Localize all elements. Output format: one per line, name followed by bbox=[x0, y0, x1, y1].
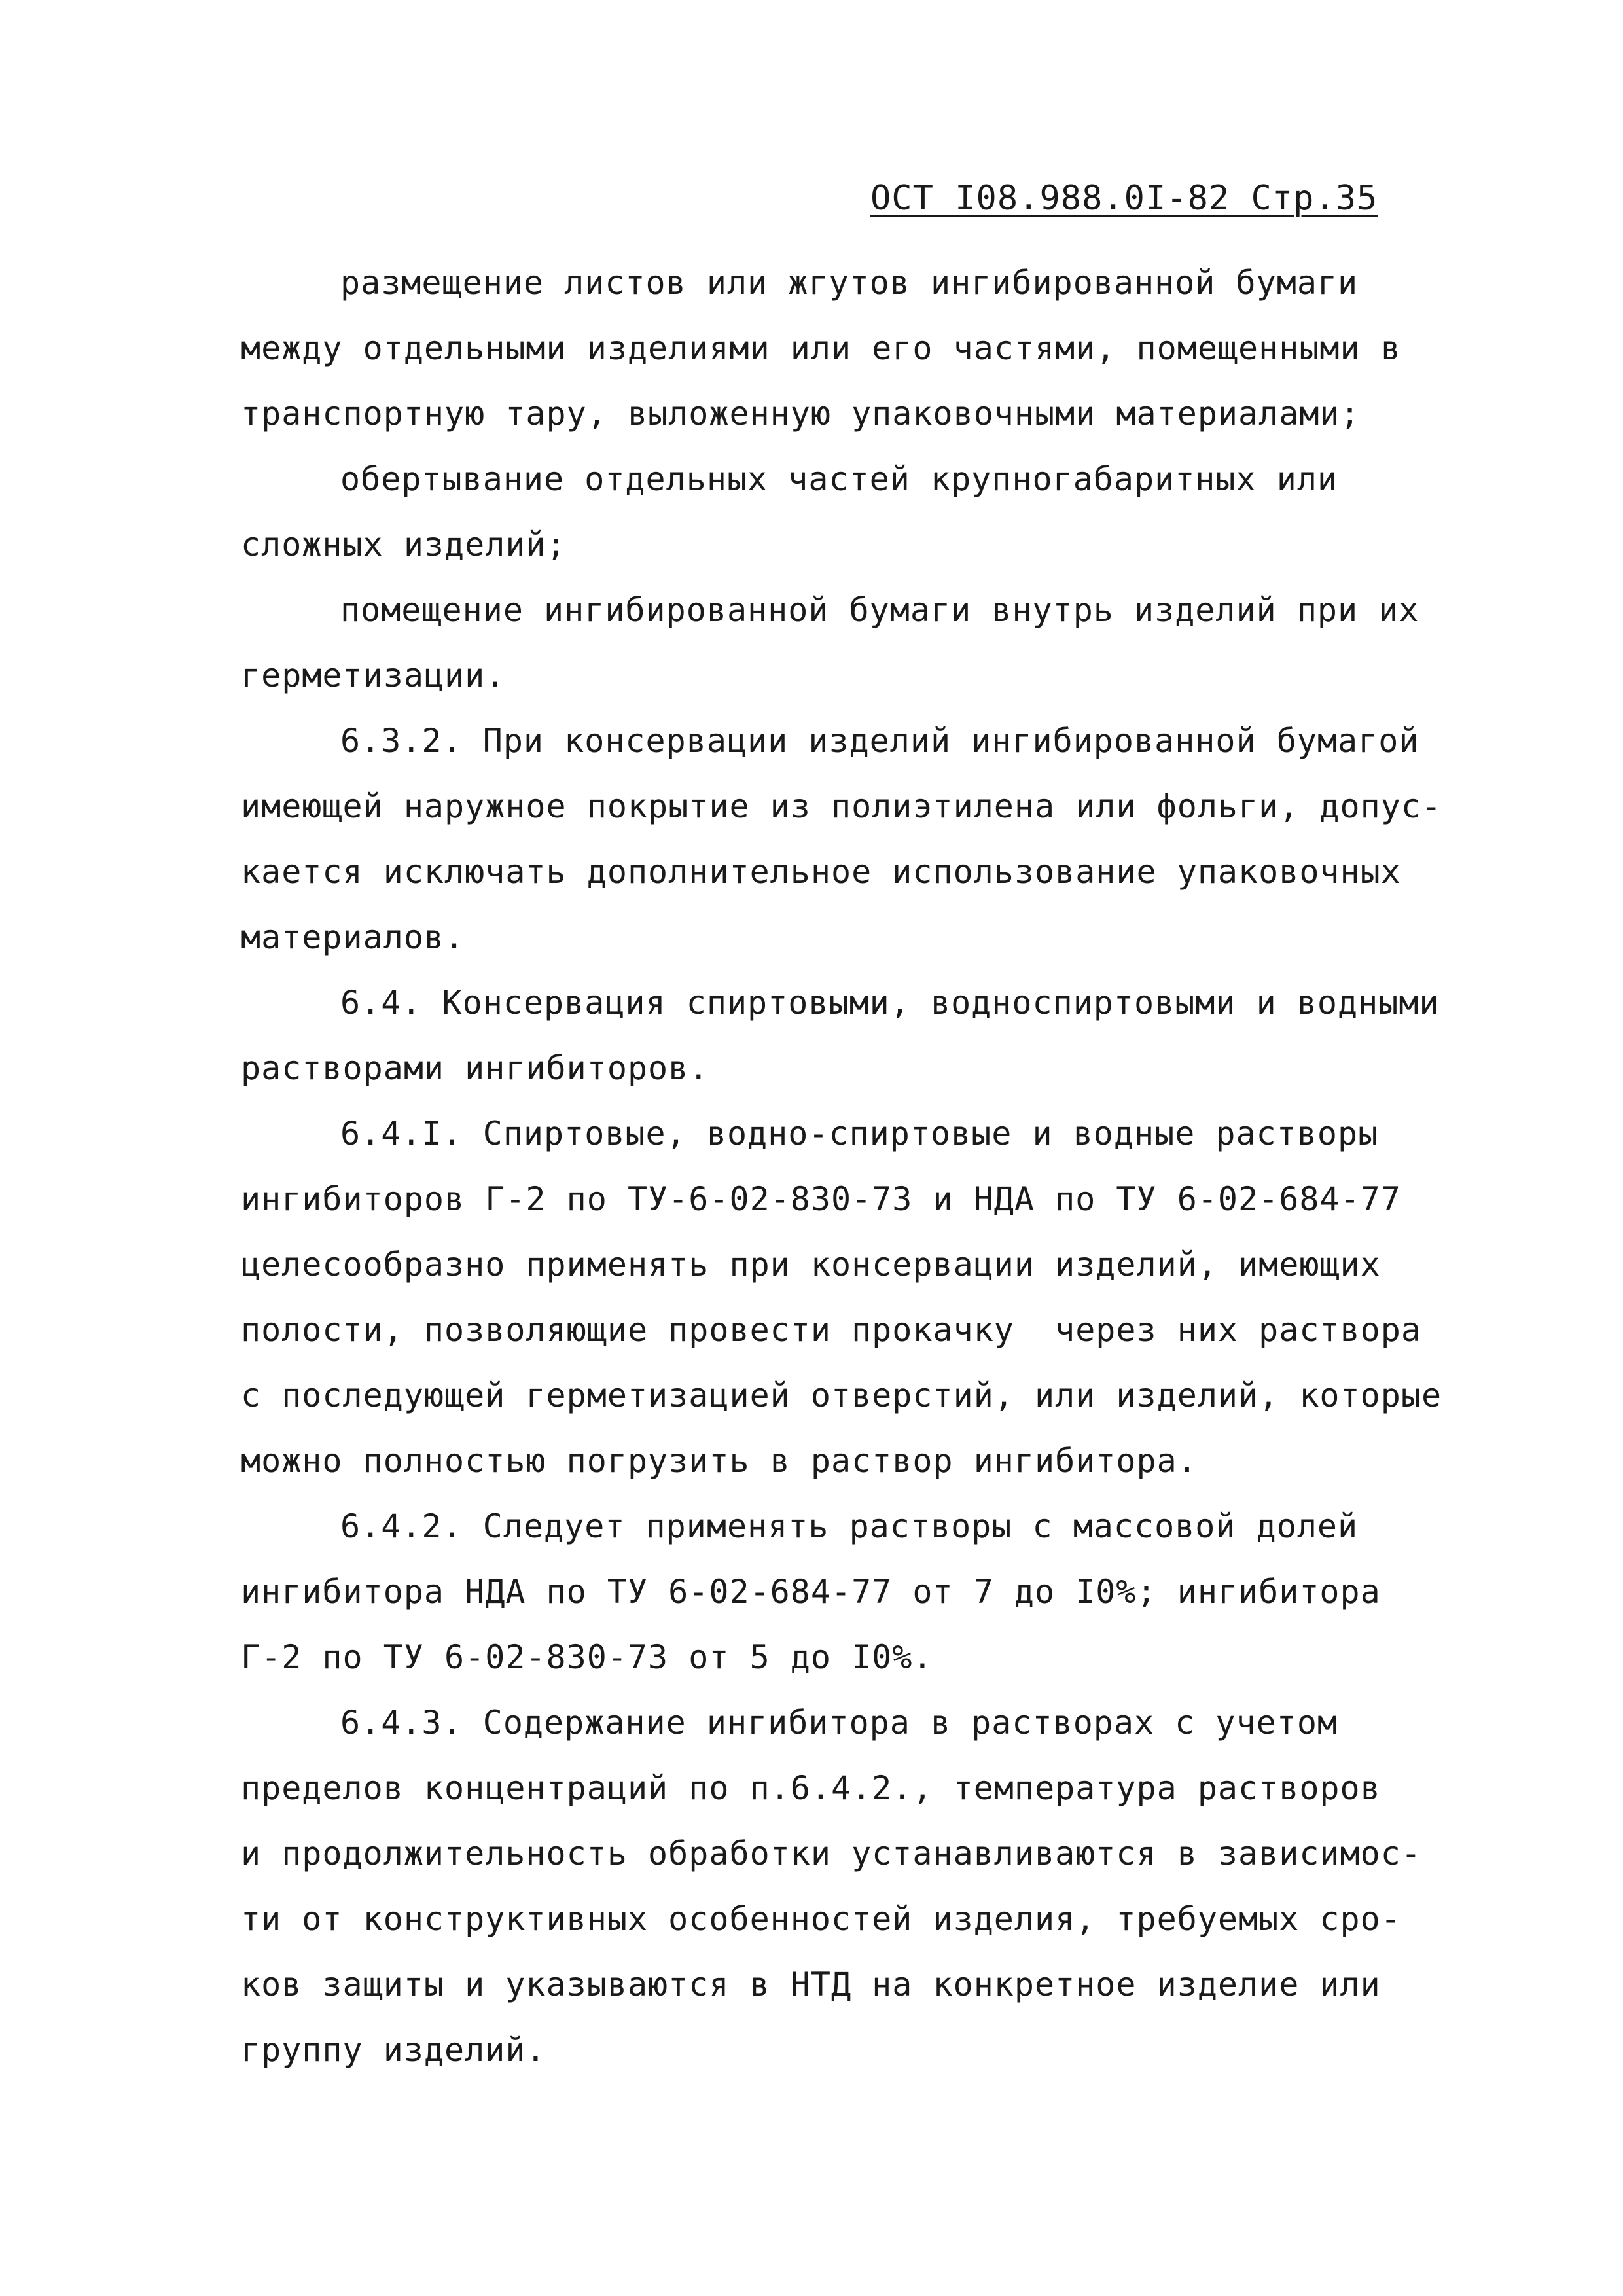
text-line: размещение листов или жгутов ингибированной бумаги bbox=[340, 264, 1359, 302]
text-line: обертывание отдельных частей крупногабаритных или bbox=[340, 460, 1338, 498]
text-line: материалов. bbox=[241, 918, 465, 956]
text-line: пределов концентраций по п.6.4.2., температура растворов bbox=[241, 1769, 1381, 1807]
page-header: ОСТ I08.988.0I-82 Стр.35 bbox=[870, 179, 1378, 218]
text-line: группу изделий. bbox=[241, 2031, 546, 2069]
text-line: сложных изделий; bbox=[241, 526, 567, 564]
text-line: ингибиторов Г-2 по ТУ-6-02-830-73 и НДА по ТУ 6-02-684-77 bbox=[241, 1180, 1401, 1218]
text-line: 6.4. Консервация спиртовыми, водноспиртовыми и водными bbox=[340, 984, 1440, 1022]
text-line: 6.4.I. Спиртовые, водно-спиртовые и водные растворы bbox=[340, 1115, 1379, 1153]
text-line: транспортную тару, выложенную упаковочными материалами; bbox=[241, 395, 1361, 433]
text-line: кается исключать дополнительное использование упаковочных bbox=[241, 853, 1401, 891]
text-line: растворами ингибиторов. bbox=[241, 1049, 709, 1087]
text-line: и продолжительность обработки устанавливаются в зависимос- bbox=[241, 1835, 1421, 1873]
text-line: с последующей герметизацией отверстий, или изделий, которые bbox=[241, 1376, 1442, 1414]
text-line: полости, позволяющие провести прокачку через них раствора bbox=[241, 1311, 1421, 1349]
text-line: ков защиты и указываются в НТД на конкретное изделие или bbox=[241, 1965, 1381, 2003]
text-line: герметизации. bbox=[241, 656, 506, 694]
text-line: 6.4.2. Следует применять растворы с массовой долей bbox=[340, 1507, 1359, 1545]
text-line: Г-2 по ТУ 6-02-830-73 от 5 до I0%. bbox=[241, 1638, 933, 1676]
text-line: можно полностью погрузить в раствор ингибитора. bbox=[241, 1442, 1198, 1480]
text-line: 6.3.2. При консервации изделий ингибированной бумагой bbox=[340, 722, 1419, 760]
text-line: имеющей наружное покрытие из полиэтилена или фольги, допус- bbox=[241, 787, 1442, 825]
text-line: целесообразно применять при консервации изделий, имеющих bbox=[241, 1246, 1381, 1283]
text-line: между отдельными изделиями или его частями, помещенными в bbox=[241, 329, 1401, 367]
text-line: ингибитора НДА по ТУ 6-02-684-77 от 7 до I0%; ингибитора bbox=[241, 1573, 1381, 1611]
text-line: ти от конструктивных особенностей изделия, требуемых сро- bbox=[241, 1900, 1401, 1938]
text-line: 6.4.3. Содержание ингибитора в растворах с учетом bbox=[340, 1704, 1338, 1742]
text-line: помещение ингибированной бумаги внутрь изделий при их bbox=[340, 591, 1419, 629]
